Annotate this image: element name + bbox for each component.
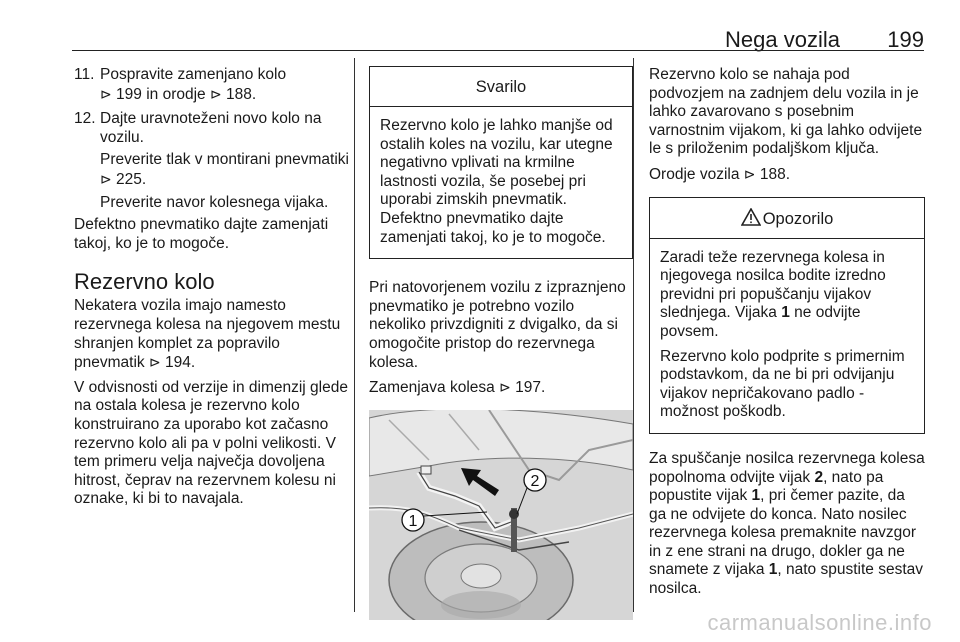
warning-text: ne odvijte povsem. [660, 304, 861, 340]
page-number: 199 [887, 27, 924, 52]
bolt-ref: 1 [751, 487, 761, 505]
header-divider [72, 50, 924, 51]
defect-note: Defektno pnevmatiko dajte zamenjati takoj, ko je to mogoče. [74, 216, 329, 252]
list-text: Pospravite zamenjano kolo [100, 66, 287, 83]
list-text: Dajte uravnoteženi novo kolo na vozilu. [100, 110, 322, 146]
paragraph: , pri čemer pazite, da ga ne odvijete do konca. Nato nosilec rezervnega kolesa premaknite navzgor in z ene strani na drugo, dokler ga ne snamete z vijaka [649, 487, 917, 579]
watermark: carmanualsonline.info [707, 610, 932, 635]
paragraph: V odvisnosti od verzije in dimenzij glede na ostala kolesa je rezervno kolo konstruirano za uporabo kot začasno rezervno kolo ali pa v polni velikosti. V tem primeru velja največja dovoljena hitrost, čeprav na rezervnem kolesu ni oznake, ki bi to navajala. [74, 378, 348, 508]
callout-2: 2 [530, 472, 540, 490]
paragraph: , nato spustite sestav nosilca. [649, 561, 923, 598]
column-divider-1 [354, 58, 355, 612]
check-text: Preverite navor kolesnega vijaka. [100, 193, 329, 211]
caution-text: Rezervno kolo je lahko manjše od ostalih koles na vozilu, kar utegne negativno vplivati na krmilne lastnosti vozila, še posebej pri uporabi zimskih pnevmatik. Defektno pnevmatiko dajte zamenjati takoj, ko je to mogoče. [380, 117, 613, 246]
list-number: 12. [74, 110, 96, 128]
list-item-12 [74, 110, 352, 212]
column-divider-2 [633, 58, 634, 612]
warning-text: Zaradi teže rezervnega kolesa in njegovega nosilca bodite izredno previdni pri popuščanju vijakov slednjega. Vijaka [660, 248, 886, 322]
warning-text: Rezervno kolo podprite s primernim podstavkom, da ne bi pri odvijanju vijakov nepričakovano padlo - možnost poškodb. [660, 347, 905, 421]
warning-title-text: Opozorilo [762, 209, 834, 228]
list-number: 11. [74, 66, 95, 83]
section-heading: Rezervno kolo [74, 269, 215, 295]
paragraph: Za spuščanje nosilca rezervnega kolesa popolnoma odvijte vijak [649, 449, 925, 486]
paragraph: Rezervno kolo se nahaja pod podvozjem na zadnjem delu vozila in je lahko zavarovano s posebnim varnostnim vijakom, ki ga lahko odvijete le s priloženim podaljškom ključa. [649, 66, 923, 158]
warning-title [650, 198, 924, 239]
paragraph: Nekatera vozila imajo namesto rezervnega kolesa na njegovem mestu shranjen komplet za popravilo pnevmatik [74, 297, 341, 372]
spare-wheel-illustration [369, 410, 633, 620]
page-ref-link[interactable]: 197. [515, 379, 546, 397]
reference-arrow-icon: ⊳ [100, 170, 112, 187]
page-ref-link[interactable]: 188. [226, 85, 257, 103]
caution-title: Svarilo [370, 67, 632, 107]
column-right [649, 66, 925, 599]
warning-triangle-icon [741, 208, 761, 226]
reference-arrow-icon: ⊳ [743, 165, 756, 182]
warning-body [650, 239, 924, 433]
paragraph: Pri natovorjenem vozilu z izpraznjeno pnevmatiko je potrebno vozilo nekoliko privzdigniti z dvigalko, da si omogočite pristop do rezervnega kolesa. [369, 279, 626, 371]
bolt-ref: 2 [814, 468, 824, 486]
paragraph: Orodje vozila [649, 165, 740, 183]
callout-1: 1 [408, 512, 418, 530]
reference-arrow-icon: ⊳ [499, 379, 511, 396]
paragraph: Zamenjava kolesa [369, 379, 495, 397]
caution-box [369, 66, 633, 259]
reference-arrow-icon: ⊳ [148, 354, 161, 371]
reference-arrow-icon: ⊳ [209, 85, 222, 102]
check-text: Preverite tlak v montirani pnevmatiki [100, 151, 349, 169]
page-ref-link[interactable]: 225. [116, 170, 147, 188]
column-left [74, 66, 352, 509]
column-middle [369, 66, 633, 620]
paragraph: , nato pa popustite vijak [649, 468, 884, 505]
page-title: Nega vozila [725, 27, 840, 52]
warning-box [649, 197, 925, 434]
page-ref-link[interactable]: 194. [165, 354, 196, 372]
page-ref-link[interactable]: 199 in orodje [116, 85, 206, 103]
reference-arrow-icon: ⊳ [100, 85, 112, 102]
page-ref-link[interactable]: 188. [759, 165, 790, 183]
page-header [72, 26, 924, 56]
illustration-drawing [369, 410, 633, 620]
bolt-ref: 1 [768, 561, 778, 579]
bolt-ref: 1 [781, 304, 790, 322]
list-item-11 [74, 66, 352, 104]
